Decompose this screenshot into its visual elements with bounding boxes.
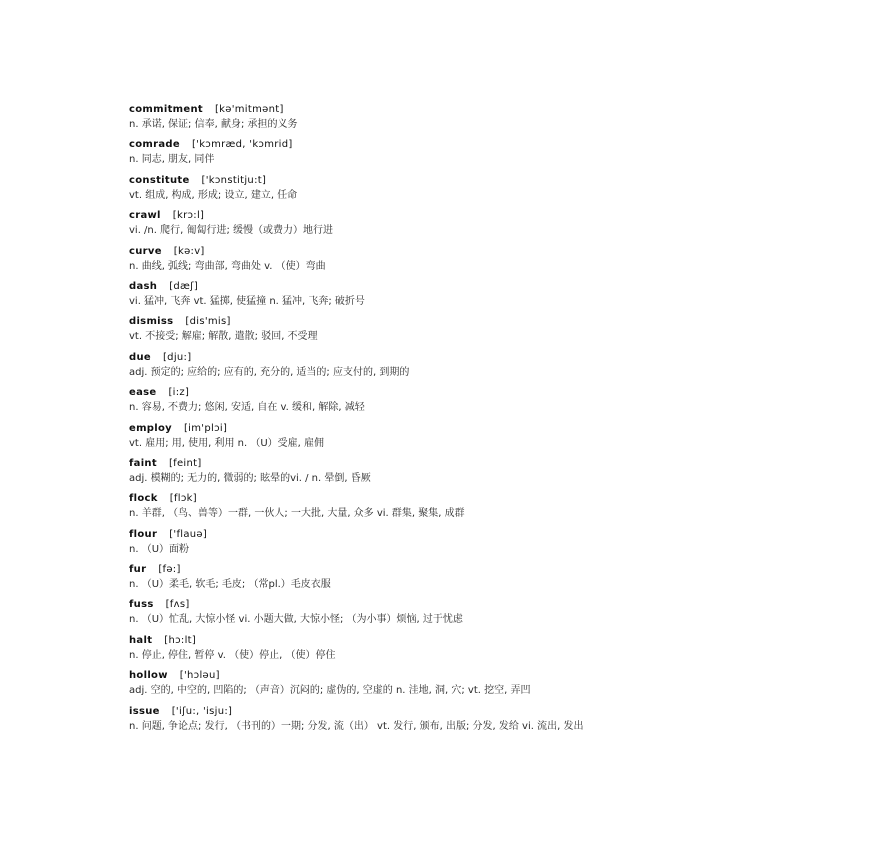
entry-head <box>129 103 809 117</box>
entry-head <box>129 634 809 648</box>
entry-word: crawl <box>129 210 161 222</box>
entry-word: faint <box>129 457 157 469</box>
vocab-entry <box>129 457 809 492</box>
entry-definition: vt. 不接受; 解雇; 解散, 遣散; 驳回, 不受理 <box>129 331 318 343</box>
entry-phonetic: ['hɔləu] <box>179 670 220 682</box>
entry-phonetic: ['iʃu:, 'isju:] <box>171 705 233 717</box>
entry-head <box>129 138 809 152</box>
vocab-entry <box>129 634 809 669</box>
entry-phonetic: [flɔk] <box>169 493 197 505</box>
entry-phonetic: [kə:v] <box>173 245 205 257</box>
entry-definition: n. 停止, 停住, 暂停 v. （使）停止, （使）停住 <box>129 649 336 661</box>
entry-phonetic: [feint] <box>168 457 202 469</box>
entry-head <box>129 315 809 329</box>
entry-phonetic: [kə'mitmənt] <box>214 104 284 115</box>
entry-definition: n. （U）面粉 <box>129 543 190 555</box>
entry-phonetic: ['kɔmræd, 'kɔmrid] <box>191 139 293 151</box>
vocab-entry <box>129 669 809 704</box>
entry-definition: adj. 模糊的; 无力的, 微弱的; 眩晕的vi. / n. 晕倒, 昏厥 <box>129 472 371 484</box>
entry-word: fur <box>129 564 147 576</box>
entry-word: fuss <box>129 599 154 611</box>
vocab-entry <box>129 598 809 633</box>
vocab-entry <box>129 422 809 457</box>
vocab-entry <box>129 245 809 280</box>
entry-definition: adj. 空的, 中空的, 凹陷的; （声音）沉闷的; 虚伪的, 空虚的 n. 洼地, 洞, 穴; vt. 挖空, 弄凹 <box>129 685 531 697</box>
vocab-entry <box>129 209 809 244</box>
entry-word: hollow <box>129 670 168 682</box>
entry-definition: n. 曲线, 弧线; 弯曲部, 弯曲处 v. （使）弯曲 <box>129 260 326 272</box>
entry-head <box>129 280 809 294</box>
entry-phonetic: [hɔ:lt] <box>164 634 197 646</box>
entry-phonetic: [i:z] <box>168 387 190 399</box>
entry-word: employ <box>129 422 172 434</box>
entry-word: flock <box>129 493 158 505</box>
entry-word: constitute <box>129 174 190 186</box>
entry-phonetic: [dju:] <box>162 351 192 363</box>
entry-definition: n. 同志, 朋友, 同伴 <box>129 154 215 166</box>
entry-phonetic: [dæʃ] <box>169 280 199 292</box>
entry-head <box>129 669 809 683</box>
vocab-entry <box>129 174 809 209</box>
entry-head <box>129 245 809 259</box>
entry-word: dismiss <box>129 316 174 328</box>
entry-head <box>129 386 809 400</box>
vocabulary-list <box>129 103 809 740</box>
entry-definition: vt. 雇用; 用, 使用, 利用 n. （U）受雇, 雇佣 <box>129 437 325 449</box>
entry-definition: n. 问题, 争论点; 发行, （书刊的）一期; 分发, 流（出） vt. 发行, 颁布, 出版; 分发, 发给 vi. 流出, 发出 <box>129 720 584 732</box>
entry-head <box>129 598 809 612</box>
vocab-entry <box>129 705 809 740</box>
entry-phonetic: [dis'mis] <box>185 316 231 328</box>
vocab-entry <box>129 492 809 527</box>
entry-head <box>129 457 809 471</box>
entry-phonetic: [im'plɔi] <box>183 422 228 434</box>
entry-phonetic: [krɔ:l] <box>172 210 205 222</box>
entry-head <box>129 209 809 223</box>
entry-word: issue <box>129 705 160 717</box>
entry-definition: vi. 猛冲, 飞奔 vt. 猛掷, 使猛撞 n. 猛冲, 飞奔; 破折号 <box>129 295 365 307</box>
entry-head <box>129 422 809 436</box>
entry-definition: adj. 预定的; 应给的; 应有的, 充分的, 适当的; 应支付的, 到期的 <box>129 366 410 378</box>
entry-word: flour <box>129 528 158 540</box>
entry-definition: vt. 组成, 构成, 形成; 设立, 建立, 任命 <box>129 189 298 201</box>
entry-word: comrade <box>129 139 180 151</box>
entry-word: commitment <box>129 104 203 115</box>
entry-word: halt <box>129 634 153 646</box>
entry-head <box>129 705 809 719</box>
entry-head <box>129 174 809 188</box>
entry-phonetic: ['kɔnstitju:t] <box>201 174 267 186</box>
entry-definition: n. 承诺, 保证; 信奉, 献身; 承担的义务 <box>129 119 298 130</box>
entry-word: ease <box>129 387 157 399</box>
entry-definition: n. 容易, 不费力; 悠闲, 安适, 自在 v. 缓和, 解除, 减轻 <box>129 402 365 414</box>
entry-word: curve <box>129 245 162 257</box>
entry-phonetic: [fʌs] <box>165 599 190 611</box>
entry-word: due <box>129 351 151 363</box>
vocab-entry <box>129 103 809 138</box>
vocab-entry <box>129 528 809 563</box>
entry-definition: n. （U）柔毛, 软毛; 毛皮; （常pl.）毛皮衣服 <box>129 579 331 591</box>
entry-word: dash <box>129 280 158 292</box>
entry-definition: vi. /n. 爬行, 匍匐行进; 缓慢（或费力）地行进 <box>129 225 334 237</box>
entry-head <box>129 351 809 365</box>
vocab-entry <box>129 138 809 173</box>
entry-phonetic: [fə:] <box>158 564 181 576</box>
entry-definition: n. （U）忙乱, 大惊小怪 vi. 小题大做, 大惊小怪; （为小事）烦恼, 过于忧虑 <box>129 614 463 626</box>
vocab-entry <box>129 280 809 315</box>
entry-phonetic: ['flauə] <box>169 528 208 540</box>
vocab-entry <box>129 351 809 386</box>
entry-head <box>129 492 809 506</box>
entry-head <box>129 563 809 577</box>
vocab-entry <box>129 386 809 421</box>
vocab-entry <box>129 563 809 598</box>
entry-definition: n. 羊群, （鸟、兽等）一群, 一伙人; 一大批, 大量, 众多 vi. 群集, 聚集, 成群 <box>129 508 465 520</box>
vocab-entry <box>129 315 809 350</box>
entry-head <box>129 528 809 542</box>
